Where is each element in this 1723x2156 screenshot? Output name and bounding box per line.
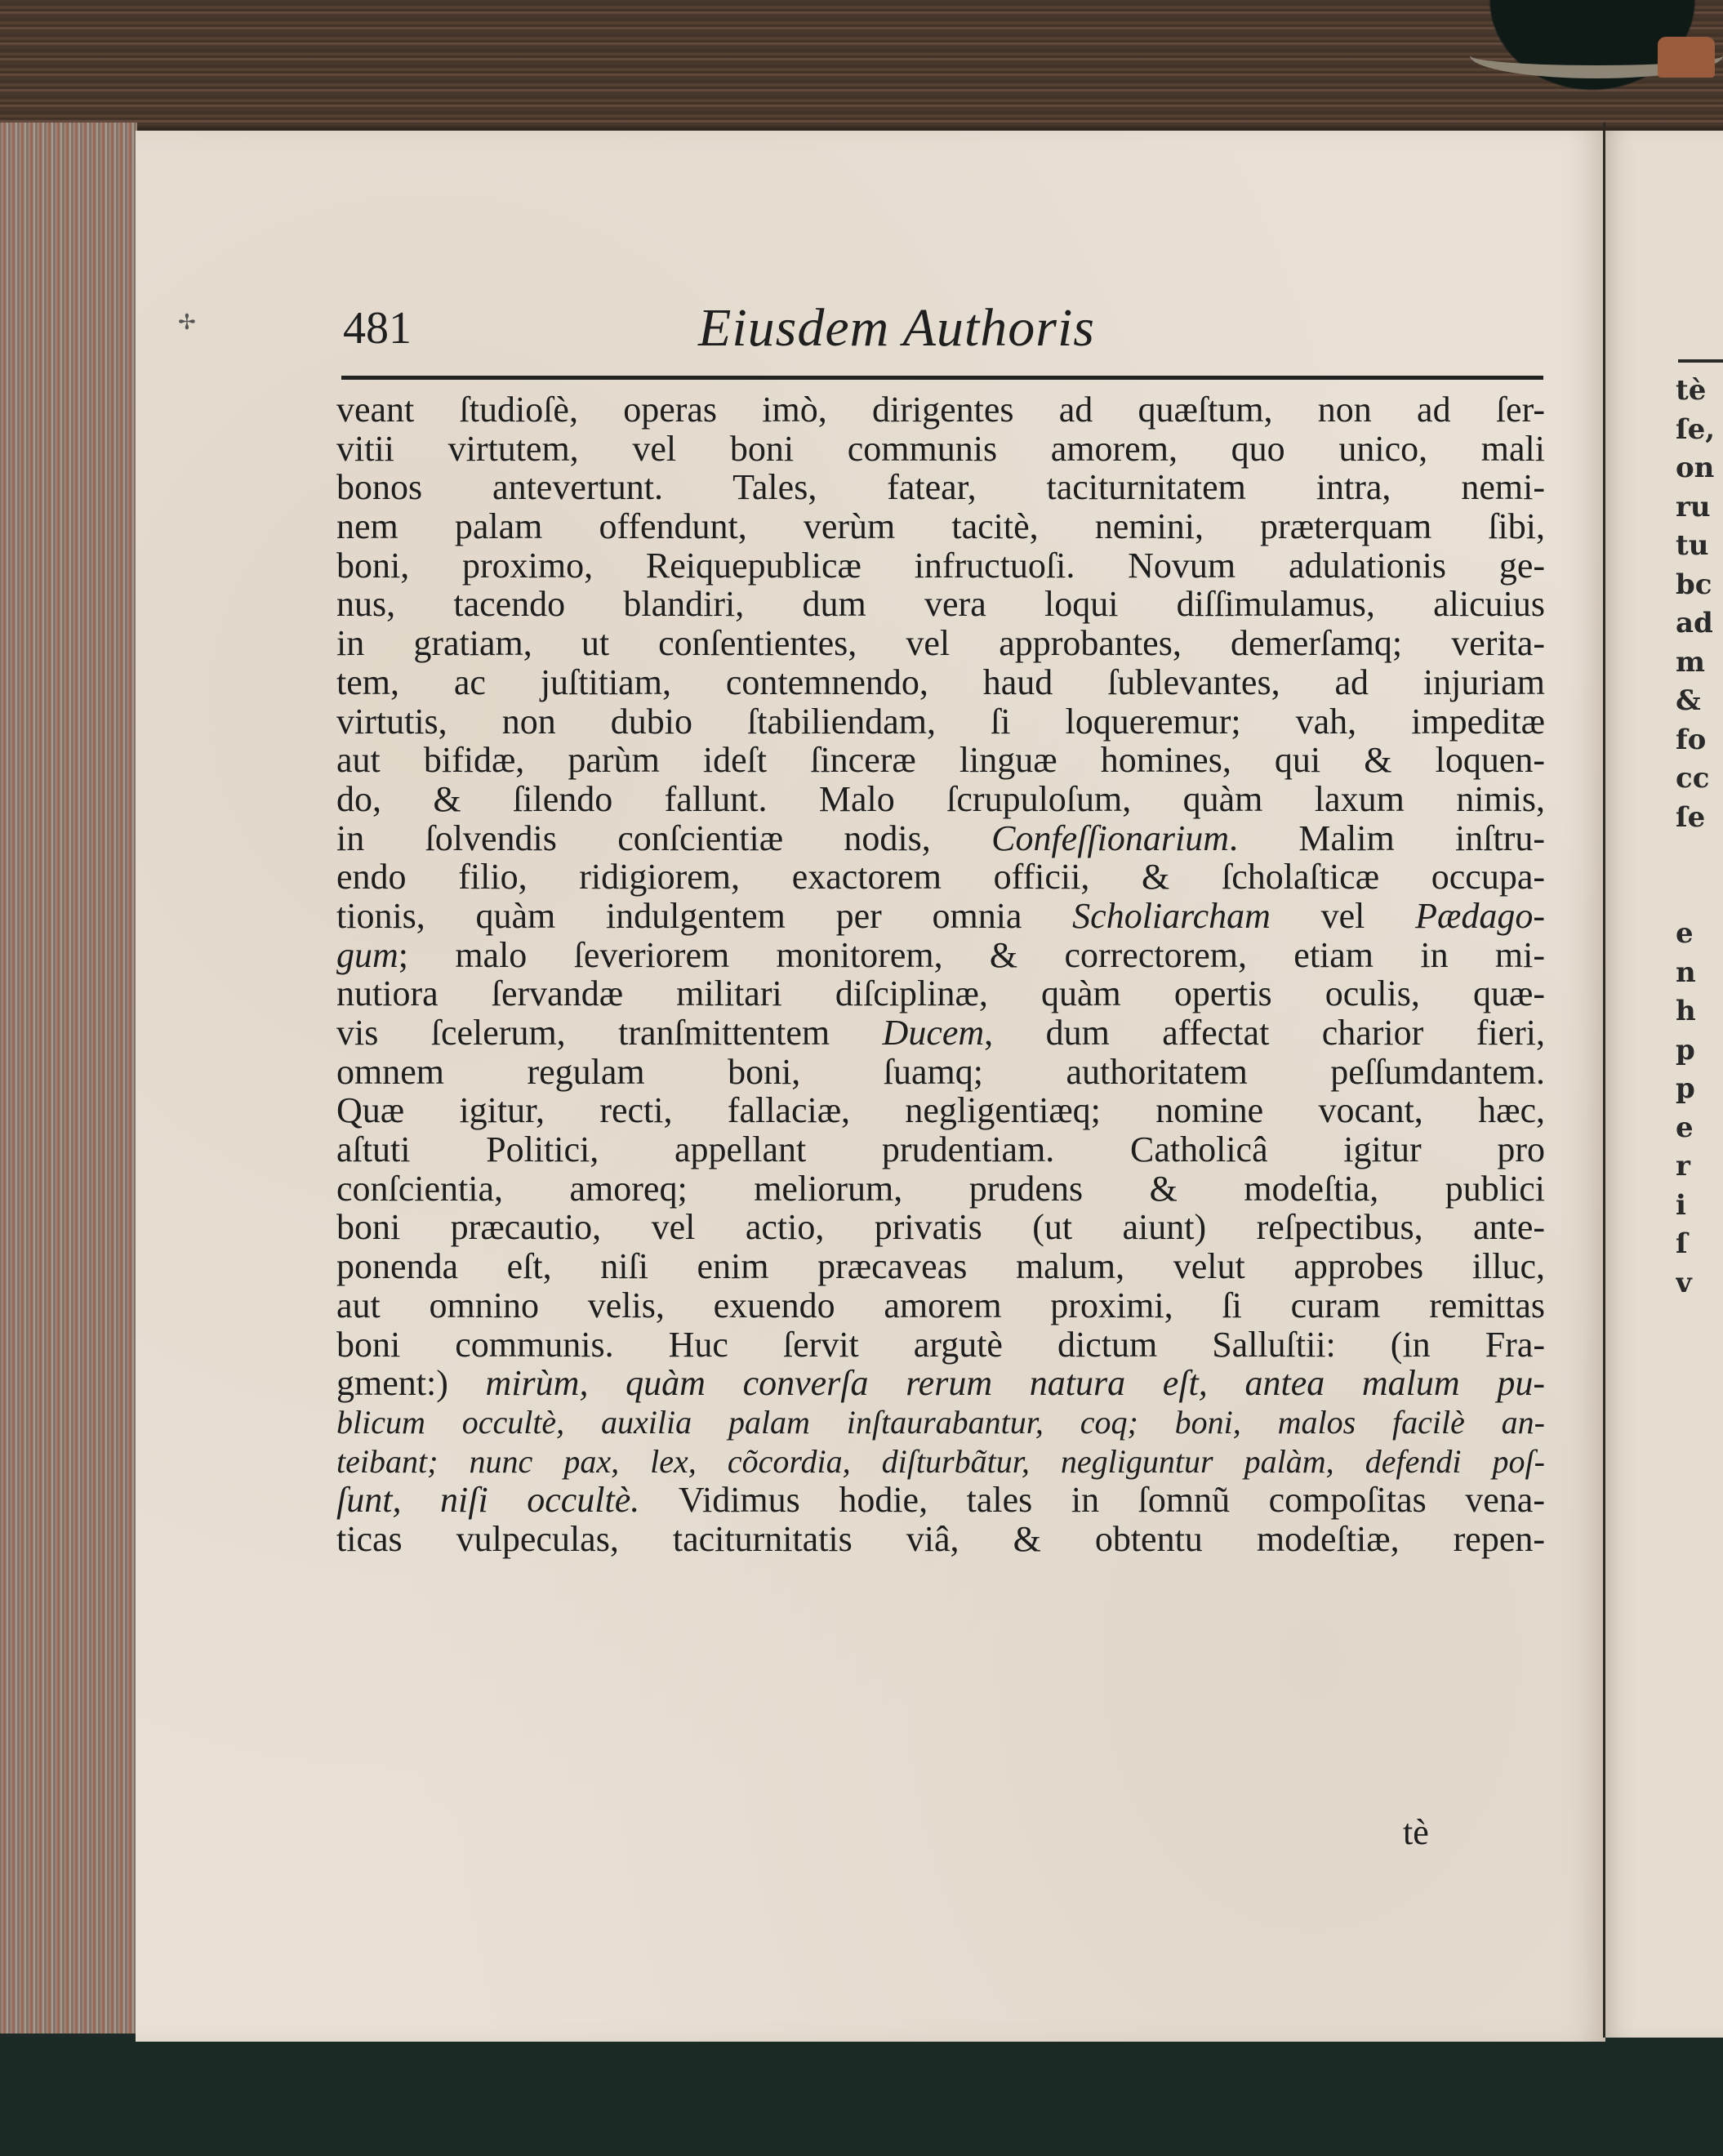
text-line: boni, proximo, Reiquepublicæ infructuoſi. Novum adulationis ge- bbox=[336, 545, 1545, 586]
text-line: vis ſcelerum, tranſmittentem Ducem, dum affectat charior fieri, bbox=[336, 1013, 1545, 1053]
text-line: tem, ac juſtitiam, contemnendo, haud ſublevantes, ad injuriam bbox=[336, 662, 1545, 702]
text-line: gum; malo ſeveriorem monitorem, & correctorem, etiam in mi- bbox=[336, 934, 1545, 975]
text-line: boni communis. Huc ſervit argutè dictum Salluſtii: (in Fra- bbox=[336, 1324, 1545, 1365]
background-surface bbox=[0, 2038, 1723, 2156]
catchword: tè bbox=[1403, 1812, 1429, 1852]
text-line: in gratiam, ut conſentientes, vel approbantes, demerſamq; verita- bbox=[336, 623, 1545, 664]
text-line-quote: teibant; nunc pax, lex, cõcordia, diſturbãtur, negliguntur palàm, defendi poſ- bbox=[336, 1442, 1545, 1480]
text-line: ponenda eſt, niſi enim præcaveas malum, velut approbes illuc, bbox=[336, 1246, 1545, 1287]
text-line: omnem regulam boni, ſuamq; authoritatem peſſumdantem. bbox=[336, 1051, 1545, 1092]
running-head bbox=[343, 298, 1543, 368]
text-line: virtutis, non dubio ſtabiliendam, ſi loqueremur; vah, impeditæ bbox=[336, 701, 1545, 742]
text-line: nutiora ſervandæ militari diſciplinæ, quàm opertis oculis, quæ- bbox=[336, 973, 1545, 1014]
text-line: nus, tacendo blandiri, dum vera loqui diſſimulamus, alicuius bbox=[336, 584, 1545, 625]
text-line: aut omnino velis, exuendo amorem proximi, ſi curam remittas bbox=[336, 1285, 1545, 1325]
text-line-quote: blicum occultè, auxilia palam inſtaurabantur, coq; boni, malos facilè an- bbox=[336, 1403, 1545, 1441]
text-line: conſcientia, amoreq; meliorum, prudens & modeſtia, publici bbox=[336, 1168, 1545, 1209]
facing-page-text-fragments: tè ſe, on ru tu bc ad m & fo cc ſe e n h p p e r i ſ v bbox=[1676, 374, 1716, 1299]
book-left-page-edges bbox=[0, 122, 137, 2034]
text-line: aut bifidæ, parùm ideſt ſinceræ linguæ homines, qui & loquen- bbox=[336, 740, 1545, 781]
text-line: nem palam offendunt, verùm tacitè, nemini, præterquam ſibi, bbox=[336, 506, 1545, 547]
page-number: 481 bbox=[343, 303, 412, 354]
text-line-quote: gment:) mirùm, quàm converſa rerum natura eſt, antea malum pu- bbox=[336, 1363, 1545, 1404]
book-clasp bbox=[1658, 37, 1715, 78]
text-line: bonos antevertunt. Tales, fatear, taciturnitatem intra, nemi- bbox=[336, 467, 1545, 508]
text-line: vitii virtutem, vel boni communis amorem, quo unico, mali bbox=[336, 428, 1545, 469]
text-line: ſunt, niſi occultè. Vidimus hodie, tales in ſomnũ compoſitas vena- bbox=[336, 1480, 1545, 1521]
facing-page-head-rule bbox=[1678, 359, 1723, 363]
text-line: ticas vulpeculas, taciturnitatis viâ, & obtentu modeſtiæ, repen- bbox=[336, 1518, 1545, 1559]
margin-mark-icon: ✢ bbox=[178, 310, 196, 335]
text-line: endo filio, ridigiorem, exactorem officii, & ſcholaſticæ occupa- bbox=[336, 857, 1545, 898]
text-line: do, & ſilendo fallunt. Malo ſcrupuloſum, quàm laxum nimis, bbox=[336, 778, 1545, 819]
running-head-title: Eiusdem Authoris bbox=[698, 298, 1095, 358]
text-line: boni præcautio, vel actio, privatis (ut aiunt) reſpectibus, ante- bbox=[336, 1207, 1545, 1248]
text-line: veant ſtudioſè, operas imò, dirigentes ad quæſtum, non ad ſer- bbox=[336, 390, 1545, 430]
body-text bbox=[336, 390, 1545, 1559]
text-line: tionis, quàm indulgentem per omnia Scholiarcham vel Pædago- bbox=[336, 895, 1545, 936]
head-rule bbox=[341, 376, 1543, 380]
text-line: Quæ igitur, recti, fallaciæ, negligentiæq; nomine vocant, hæc, bbox=[336, 1090, 1545, 1131]
text-line: aſtuti Politici, appellant prudentiam. Catholicâ igitur pro bbox=[336, 1129, 1545, 1170]
text-line: in ſolvendis conſcientiæ nodis, Confeſſionarium. Malim inſtru- bbox=[336, 817, 1546, 858]
